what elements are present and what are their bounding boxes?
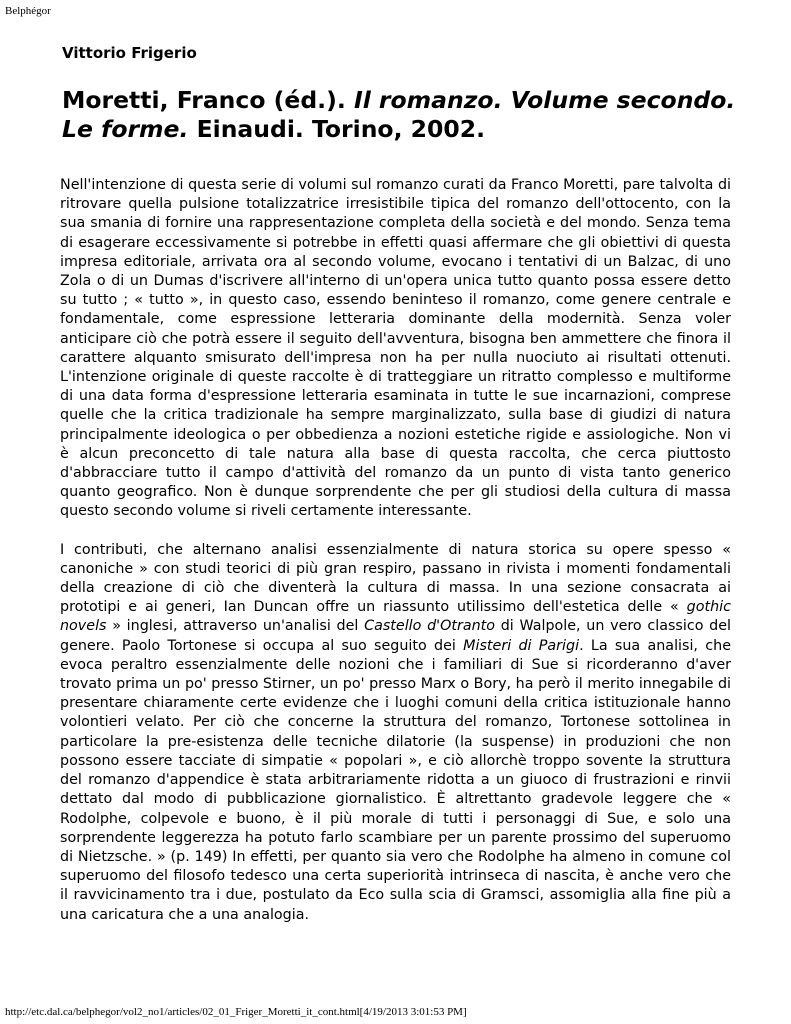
- paragraph-2: [60, 541, 731, 925]
- paragraph-2-text-3: di Walpole, un vero classico del genere. Paolo Tortonese si occupa al suo seguito dei: [60, 618, 731, 654]
- article-title: [62, 86, 742, 144]
- paragraph-2-text-1: I contributi, che alternano analisi essenzialmente di natura storica su opere spesso « canoniche » con studi teorici di più gran respiro, passano in rivista i momenti fondamentali della creazione di ciò che diventerà la cultura di massa. In una sezione consacrata ai prototipi e ai generi, Ian Duncan offre un riassunto utilissimo dell'estetica delle «: [60, 541, 731, 616]
- page-header: Belphégor: [5, 5, 51, 17]
- paragraph-2-text-4: . La sua analisi, che evoca peraltro essenzialmente delle nozioni che i familiari di Sue si ricorderanno d'aver trovato prima un po' presso Stirner, un po' presso Marx o Bory, ha però il merito innegabile di presentare chiaramente certe evidenze che i luoghi comuni della critica istituzionale hanno volontieri velato. Per ciò che concerne la struttura del romanzo, Tortonese sottolinea in particolare la pre-esistenza delle tecniche dilatorie (la suspense) in produzioni che non possono essere tacciate di simpatie « popolari », e ciò allorchè troppo sovente la struttura del romanzo d'appendice è stata arbitrariamente ridotta a un giuoco di frustrazioni e rinvii dettato dal modo di pubblicazione giornalistico. È altrettanto gradevole leggere che « Rodolphe, colpevole e buono, è il più morale di tutti i personaggi di Sue, e solo una sorprendente leggerezza ha potuto farlo scambiare per un parente prossimo del superuomo di Nietzsche. » (p. 149) In effetti, per quanto sia vero che Rodolphe ha almeno in comune col superuomo del filosofo tedesco una certa superiorità intrinseca di nascita, è anche vero che il ravvicinamento tra i due, postulato da Eco sulla scia di Gramsci, assomiglia alla fine più a una caricatura che a una analogia.: [60, 637, 731, 923]
- paragraph-2-text-2: » inglesi, attraverso un'analisi del: [106, 618, 365, 635]
- title-part-2-italic: Il romanzo. Volume secondo. Le forme.: [62, 86, 736, 143]
- title-part-1: Moretti, Franco (éd.).: [62, 86, 354, 114]
- italic-gothic-novels: gothic novels: [60, 599, 731, 635]
- article-body: [60, 176, 731, 944]
- article-author: Vittorio Frigerio: [62, 44, 197, 62]
- italic-misteri-di-parigi: Misteri di Parigi: [463, 637, 580, 654]
- italic-castello-dotranto: Castello d'Otranto: [364, 618, 496, 635]
- paragraph-1: Nell'intenzione di questa serie di volumi sul romanzo curati da Franco Moretti, pare talvolta di ritrovare quella pulsione totalizzatrice irresistibile tipica del romanzo dell'ottocento, con la sua smania di fornire una rappresentazione completa della società e del mondo. Senza tema di esagerare eccessivamente si potrebbe in effetti quasi affermare che gli obiettivi di questa impresa editoriale, arrivata ora al secondo volume, evocano i tentativi di un Balzac, di uno Zola o di un Dumas d'iscrivere all'interno di un'opera unica tutto quanto possa essere detto su tutto ; « tutto », in questo caso, essendo beninteso il romanzo, come genere centrale e fondamentale, come espressione letteraria dominante della modernità. Senza voler anticipare ciò che potrà essere il seguito dell'avventura, bisogna ben ammettere che finora il carattere alquanto smisurato dell'impresa non ha per nulla nuociuto ai risultati ottenuti. L'intenzione originale di queste raccolte è di tratteggiare un ritratto complesso e multiforme di una data forma d'espressione letteraria esaminata in tutte le sue incarnazioni, comprese quelle che la critica tradizionale ha sempre marginalizzato, sulla base di giudizi di natura principalmente ideologica o per obbedienza a nozioni estetiche rigide e assiologiche. Non vi è alcun preconcetto di tale natura alla base di questa raccolta, che cerca piuttosto d'abbracciare tutto il campo d'attività del romanzo da un punto di vista tanto generico quanto geografico. Non è dunque sorprendente che per gli studiosi della cultura di massa questo secondo volume si riveli certamente interessante.: [60, 177, 731, 520]
- title-part-3: Einaudi. Torino, 2002.: [188, 115, 486, 143]
- page-footer-source-url: http://etc.dal.ca/belphegor/vol2_no1/articles/02_01_Friger_Moretti_it_cont.html[4/19/2013 3:01:53 PM]: [5, 1006, 467, 1018]
